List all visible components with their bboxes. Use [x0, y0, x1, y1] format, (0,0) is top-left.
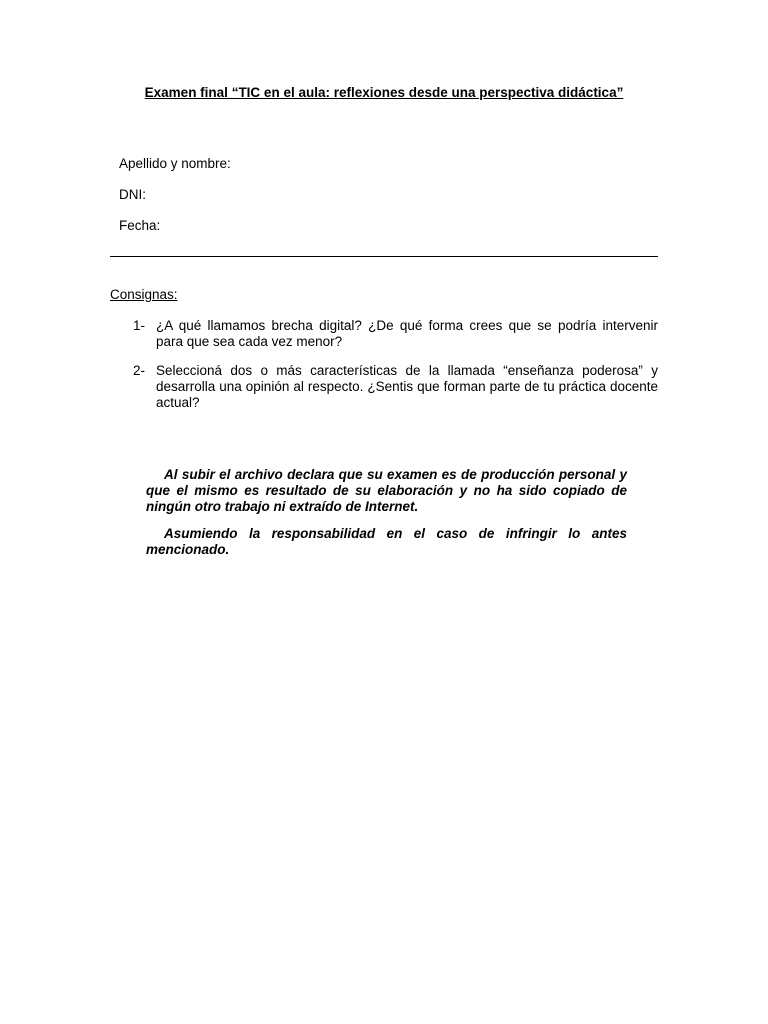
declaration-paragraph-1: Al subir el archivo declara que su examen es de producción personal y que el mismo es resultado de su elaboración y no ha sido copiado de ningún otro trabajo ni extraído de Internet. — [146, 467, 627, 514]
section-divider — [110, 256, 658, 257]
question-text: ¿A qué llamamos brecha digital? ¿De qué forma crees que se podría intervenir para que sea cada vez menor? — [156, 318, 658, 349]
declaration-paragraph-2: Asumiendo la responsabilidad en el caso de infringir lo antes mencionado. — [146, 526, 627, 557]
name-field-label: Apellido y nombre: — [119, 156, 231, 171]
question-text: Seleccioná dos o más características de la llamada “enseñanza poderosa” y desarrolla una opinión al respecto. ¿Sentis que forman parte de tu práctica docente actual? — [156, 363, 658, 410]
date-field-label: Fecha: — [119, 218, 161, 233]
question-item-2 — [133, 363, 658, 411]
consignas-heading: Consignas: — [110, 287, 178, 302]
question-number: 1- — [133, 318, 146, 333]
question-item-1 — [133, 318, 658, 350]
document-title: Examen final “TIC en el aula: reflexiones desde una perspectiva didáctica” — [144, 85, 624, 100]
question-number: 2- — [133, 363, 146, 378]
dni-field-label: DNI: — [119, 187, 146, 202]
